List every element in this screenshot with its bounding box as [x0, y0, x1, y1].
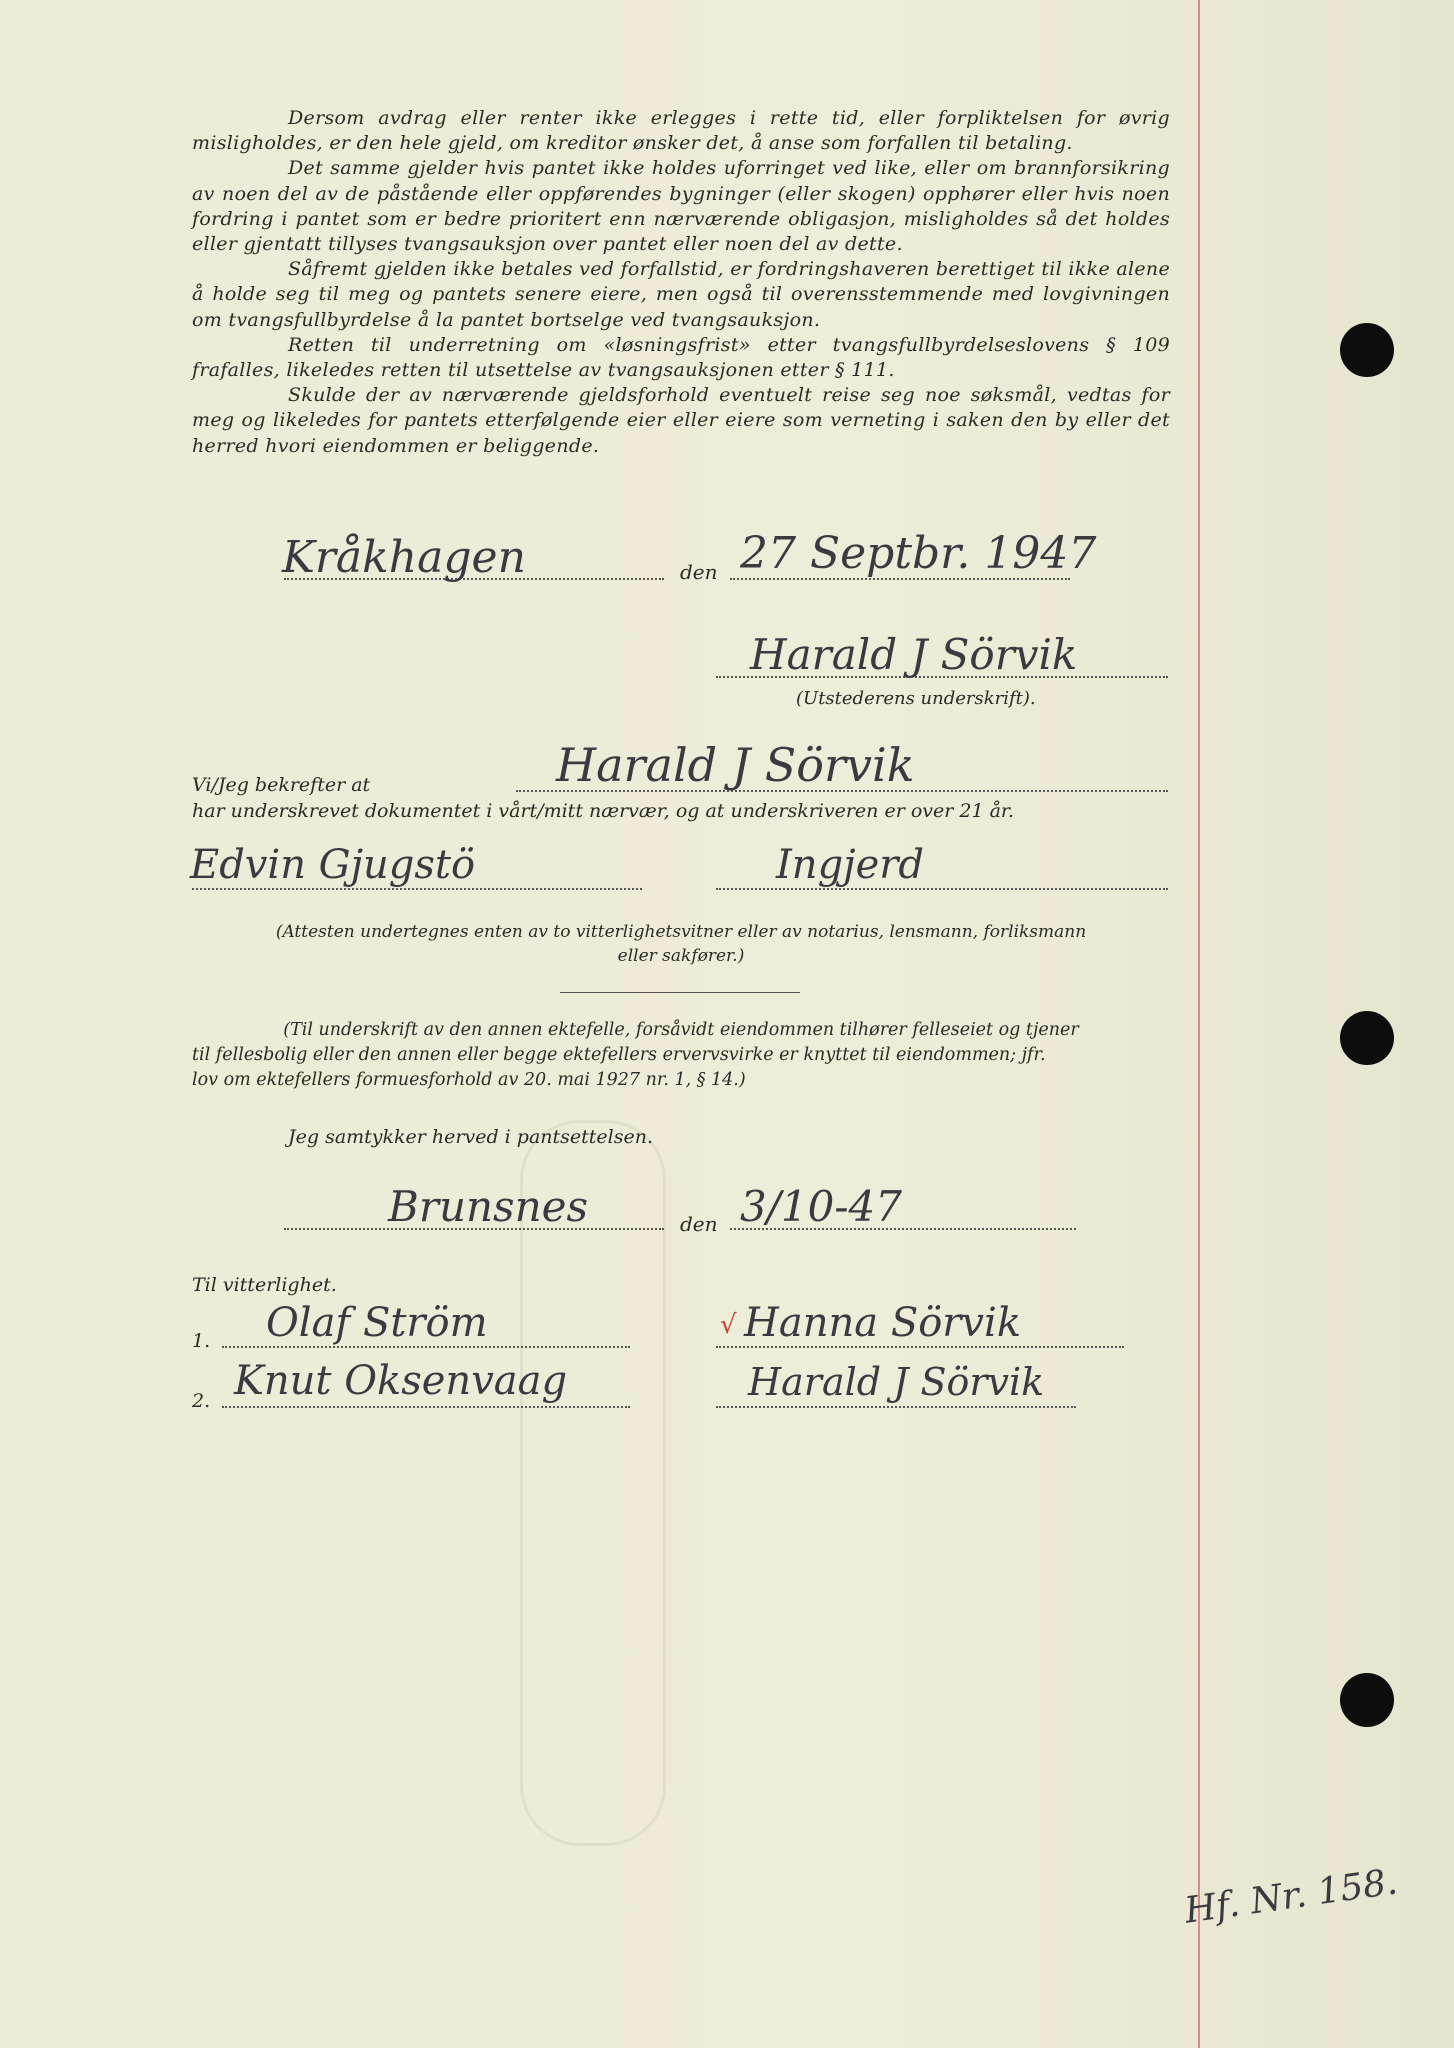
- attest-note-1: (Attesten undertegnes enten av to vitterlighetsvitner eller av notarius, lensmann, forliksmann: [275, 922, 1087, 942]
- husband-signature: Harald J Sörvik: [748, 1360, 1045, 1404]
- confirm-statement: har underskrevet dokumentet i vårt/mitt nærvær, og at underskriveren er over 21 år.: [192, 800, 1014, 822]
- spouse-note-2: til fellesbolig eller den annen eller begge ektefellers ervervsvirke er knyttet til eiendommen; jfr.: [192, 1045, 1046, 1065]
- witness-number-1: 1.: [192, 1330, 211, 1352]
- witness1-line: [222, 1346, 630, 1348]
- vitterlighet-label: Til vitterlighet.: [192, 1274, 337, 1296]
- witness-line-b: [716, 888, 1168, 890]
- paragraph-venue: Skulde der av nærværende gjeldsforhold eventuelt reise seg noe søksmål, vedtas for meg og likeledes for pantets etterfølgende eier eller eiere som verneting i saken den by eller det herred hvori eiendommen er beliggende.: [192, 384, 1170, 457]
- husband-signature-line: [716, 1406, 1076, 1408]
- confirm-name: Harald J Sörvik: [556, 738, 915, 792]
- spouse-note-1: (Til underskrift av den annen ektefelle, forsåvidt eiendommen tilhører felleseiet og tjener: [283, 1020, 1079, 1040]
- issuer-caption: (Utstederens underskrift).: [796, 688, 1036, 709]
- date-2: 3/10-47: [740, 1182, 902, 1231]
- place-2: Brunsnes: [388, 1182, 589, 1231]
- paragraph-insurance: Det samme gjelder hvis pantet ikke holdes uforringet ved like, eller om brannforsikring av noen del av de påstående eller oppførendes bygninger (eller skogen) opphører eller hvis noen fordring i pantet som er bedre prioritert enn nærværende obligasjon, misligholdes så det holdes eller gjentatt tillyses tvangsauksjon over pantet eller noen del av dette.: [192, 157, 1170, 256]
- margin-note: Hf. Nr. 158.: [1182, 1861, 1400, 1932]
- witness1-signature: Olaf Ström: [266, 1300, 488, 1346]
- tick-mark: √: [720, 1310, 737, 1340]
- consent-statement: Jeg samtykker herved i pantsettelsen.: [288, 1126, 653, 1148]
- punch-hole-top: [1340, 323, 1394, 377]
- paragraph-default: Dersom avdrag eller renter ikke erlegges i rette tid, eller forpliktelsen for øvrig misligholdes, er den hele gjeld, om kreditor ønsker det, å anse som forfallen til betaling.: [192, 107, 1170, 155]
- paragraph-maturity: Såfremt gjelden ikke betales ved forfallstid, er fordringshaveren berettiget til ikke alene å holde seg til meg og pantets senere eiere, men også til overensstemmende med lovgivningen om tvangsfullbyrdelse å la pantet bortselge ved tvangsauksjon.: [192, 258, 1170, 331]
- paragraph-notice: Retten til underretning om «løsningsfrist» etter tvangsfullbyrdelseslovens § 109 frafalles, likeledes retten til utsettelse av tvangsauksjonen etter § 111.: [192, 333, 1170, 382]
- punch-hole-bottom: [1340, 1673, 1394, 1727]
- witness-signature-a: Edvin Gjugstö: [190, 842, 476, 888]
- attest-note-2: eller sakfører.): [617, 946, 745, 966]
- confirm-prefix: Vi/Jeg bekrefter at: [192, 774, 371, 796]
- punch-hole-middle: [1340, 1011, 1394, 1065]
- den-label-2: den: [680, 1212, 718, 1236]
- place-1: Kråkhagen: [282, 532, 526, 583]
- witness-line-a: [192, 888, 642, 890]
- margin-rule: [1198, 0, 1200, 2048]
- den-label-1: den: [680, 560, 718, 584]
- section-divider: [560, 992, 800, 993]
- issuer-signature: Harald J Sörvik: [750, 630, 1078, 679]
- witness2-line: [222, 1406, 630, 1408]
- terms-text: [192, 106, 1170, 459]
- witness-number-2: 2.: [192, 1390, 211, 1412]
- spouse-signature-line: [716, 1346, 1124, 1348]
- witness2-signature: Knut Oksenvaag: [234, 1358, 568, 1404]
- spouse-note-3: lov om ektefellers formuesforhold av 20. mai 1927 nr. 1, § 14.): [192, 1070, 746, 1090]
- spouse-signature: Hanna Sörvik: [744, 1300, 1022, 1346]
- date-1: 27 Septbr. 1947: [740, 528, 1097, 579]
- witness-signature-b: Ingjerd: [776, 842, 924, 888]
